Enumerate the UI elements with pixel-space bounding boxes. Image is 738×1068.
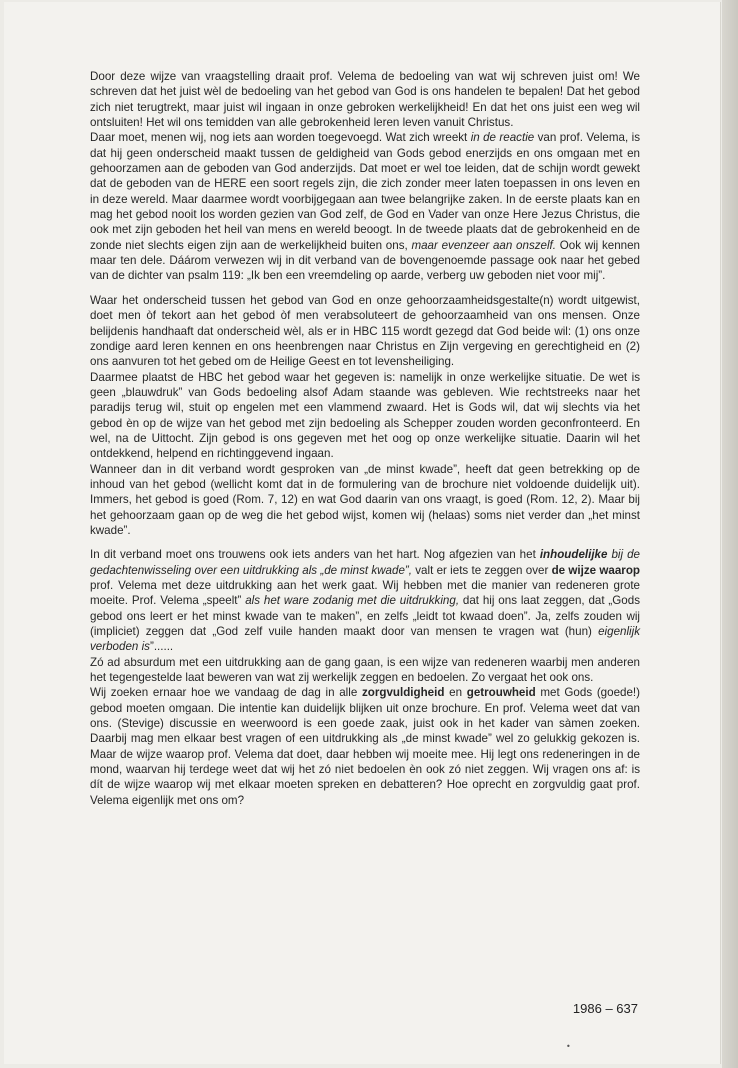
text-run: dat hij ons laat zeggen, dat „Gods gebod ons leert er het minst kwade van te maken”, en zelfs „leidt tot kwaad doen”. Ja, zelfs zouden wij (impliciet) zeggen dat „God zelf vuile handen maakt door van mensen te vragen wat (hun) [90, 594, 640, 639]
paragraph [90, 370, 640, 462]
paragraph [90, 547, 640, 654]
text-run: Daarmee plaatst de HBC het gebod waar het gegeven is: namelijk in onze werkelijke situatie. De wet is geen „blauwdruk” van Gods bedoeling alsof Adam staande was gebleven. Wie rechtstreeks naar het paradijs terug wil, stuit op engelen met een vlammend zwaard. Het is Gods wil, dat wij slechts via het gebod èn op de wijze van het gebod met zijn bedoeling als Schepper zouden worden geconfronteerd. En wel, na de Uittocht. Zijn gebod is ons gegeven met het oog op onze werkelijke situatie. Daarin wil het ontdekkend, helpend en richtinggevend ingaan. [90, 370, 640, 461]
emphasis-bold: de wijze waarop [551, 563, 640, 577]
text-run: prof. Velema met deze uitdrukking aan het werk gaat. Wij hebben met die manier van redeneren grote moeite. Prof. Velema „speelt” [90, 579, 640, 608]
text-run: ”...... [149, 640, 174, 654]
paragraph [90, 293, 640, 370]
emphasis-italic: als het ware zodanig met die uitdrukking, [245, 594, 460, 608]
paragraph [90, 130, 640, 283]
emphasis-italic: bij de gedachtenwisseling over een uitdrukking als „de minst kwade”, [90, 548, 640, 577]
text-run: In dit verband moet ons trouwens ook iets anders van het hart. Nog afgezien van het [90, 548, 540, 562]
paragraph [90, 462, 640, 539]
text-run: en [444, 686, 467, 700]
text-run: Waar het onderscheid tussen het gebod van God en onze gehoorzaamheidsgestalte(n) wordt uitgewist, doet men òf tekort aan het gebod òf men verabsoluteert de gehoorzaamheid van ons mensen. Onze belijdenis handhaaft dat onderscheid wèl, als er in HBC 115 wordt gezegd dat God beide wil: (1) ons onze zondige aard leren kennen en ons heenbrengen naar Christus en Zijn vergeving en gerechtigheid en (2) ons aanvuren tot het gebed om de Heilige Geest en tot levensheiliging. [90, 293, 640, 369]
page-number: 1986 – 637 [572, 1001, 638, 1016]
emphasis-bold: zorgvuldigheid [361, 686, 445, 700]
paragraph [90, 69, 640, 130]
emphasis-italic: eigenlijk verboden is [90, 625, 640, 654]
emphasis-italic: maar evenzeer aan onszelf. [411, 238, 557, 252]
text-run: Wij zoeken ernaar hoe we vandaag de dag in alle [90, 686, 362, 700]
text-run: Door deze wijze van vraagstelling draait prof. Velema de bedoeling van wat wij schreven juist om! We schreven dat het juist wèl de bedoeling van het gebod van God is ons handelen te bepalen! Dat het gebod zich niet terugtrekt, maar juist wil ingaan in onze gebroken werkelijkheid! En dat het ons juist een weg wil ontsluiten! Het wil ons temidden van alle gebrokenheid leren leven vanuit Christus. [90, 70, 640, 130]
emphasis-bold: inhoudelijke [539, 548, 608, 562]
text-run: Daar moet, menen wij, nog iets aan worden toegevoegd. Wat zich wreekt [90, 131, 471, 145]
article-body [90, 69, 640, 808]
emphasis-bold: getrouwheid [466, 686, 536, 700]
text-run: van prof. Velema, is dat hij geen onderscheid maakt tussen de geldigheid van Gods gebod enerzijds en ons omgaan met en gehoorzamen aan de geboden van God anderzijds. Dat moet er wel toe leiden, dat de schijn wordt gewekt dat de geboden van de HERE een soort regels zijn, die zich zonder meer laten toepassen in ons leven en in deze wereld. Maar daarmee wordt voorbijgegaan aan twee belangrijke zaken. In de eerste plaats kan en mag het gebod nooit los worden gezien van God zelf, de God en Vader van onze Here Jezus Christus, die ook met zijn geboden het heil van mens en wereld beoogt. In de tweede plaats dat de gebrokenheid en de zonde niet slechts eigen zijn aan de werkelijkheid buiten ons, [90, 131, 640, 252]
page-mark: • [566, 1042, 571, 1051]
paragraph [90, 655, 640, 686]
text-run: met Gods (goede!) gebod moeten omgaan. Die intentie kan duidelijk blijken uit onze brochure. En prof. Velema weet dat van ons. (Stevige) discussie en weerwoord is een goede zaak, juist ook in het kader van sàmen zoeken. Daarbij mag men elkaar best vragen of een uitdrukking als „de minst kwade” wel zo gelukkig gekozen is. Maar de wijze waarop prof. Velema dat doet, daar hebben wij moeite mee. Hij legt ons redeneringen in de mond, waarvan hij terdege weet dat wij het zó niet bedoelen èn ook zó niet zeggen. Wij vragen ons af: is dít de wijze waarop wij met elkaar moeten spreken en debatteren? Hoe oprecht en zorgvuldig gaat prof. Velema eigenlijk met ons om? [90, 686, 640, 807]
page-edge [722, 0, 738, 1068]
text-run: valt er iets te zeggen over [411, 563, 552, 577]
text-run: Ook wij kennen maar ten dele. Dáárom verwezen wij in dit verband van de bovengenoemde passage ook naar het gebed van de dichter van psalm 119: „Ik ben een vreemdeling op aarde, verberg uw geboden niet voor mij”. [90, 238, 640, 283]
text-run: Zó ad absurdum met een uitdrukking aan de gang gaan, is een wijze van redeneren waarbij men anderen het tegengestelde laat beweren van wat zij werkelijk zeggen en bedoelen. Zo vergaat het ook ons. [90, 655, 640, 685]
paragraph [90, 685, 640, 808]
emphasis-italic: in de reactie [470, 131, 535, 145]
text-run: Wanneer dan in dit verband wordt gesproken van „de minst kwade”, heeft dat geen betrekking op de inhoud van het gebod (wellicht komt dat in de formulering van de brochure niet voldoende duidelijk uit). Immers, het gebod is goed (Rom. 7, 12) en wat God daarin van ons vraagt, is goed (Rom. 12, 2). Maar bij het gehoorzaam gaan op de weg die het gebod wijst, komen wij (helaas) soms niet verder dan „het minst kwade”. [90, 462, 640, 537]
